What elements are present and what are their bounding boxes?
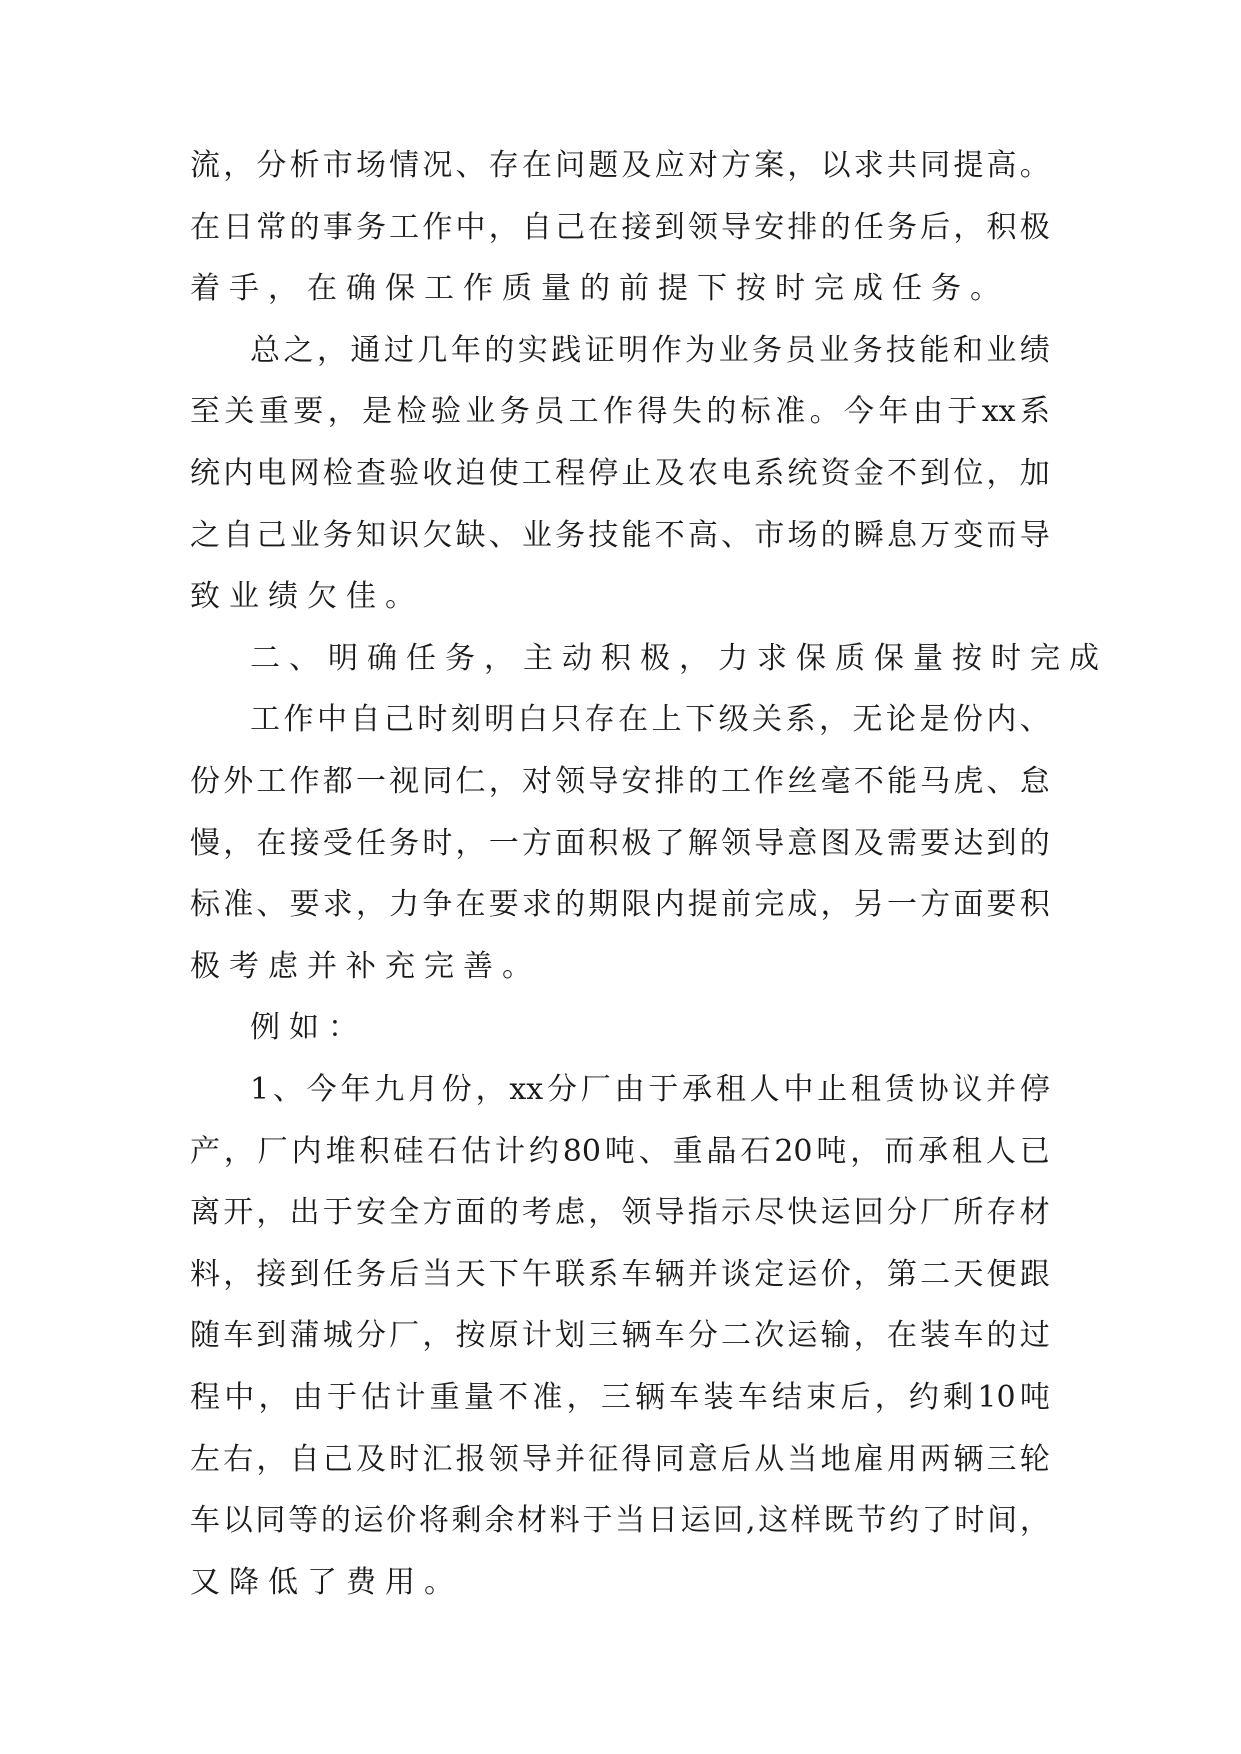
text-line: 料 ， 接 到 任 务 后 当 天 下 午 联 系 车 辆 并 谈 定 运 价 ， 第 二 天 便 跟 (190, 1256, 1050, 1292)
text-line: 又降低了费用。 (190, 1564, 463, 1600)
text-line: 极考虑并补充完善。 (190, 948, 541, 984)
text-line: 总 之 ， 通 过 几 年 的 实 践 证 明 作 为 业 务 员 业 务 技 能 和 业 绩 (250, 332, 1050, 368)
text-line: 程 中 ， 由 于 估 计 重 量 不 准 ， 三 辆 车 装 车 结 束 后 ， 约 剩 10 吨 (190, 1380, 1050, 1415)
text-line: 标 准 、 要 求 ， 力 争 在 要 求 的 期 限 内 提 前 完 成 ， 另 一 方 面 要 积 (190, 887, 1050, 923)
text-line: 随 车 到 蒲 城 分 厂 ， 按 原 计 划 三 辆 车 分 二 次 运 输 ， 在 装 车 的 过 (190, 1318, 1050, 1354)
text-line: 例如： (250, 1010, 367, 1046)
text-line: 着手，在确保工作质量的前提下按时完成任务。 (190, 271, 1009, 307)
text-line: 1 、 今 年 九 月 份 ， xx 分 厂 由 于 承 租 人 中 止 租 赁 协 议 并 停 (250, 1072, 1050, 1107)
text-line: 工 作 中 自 己 时 刻 明 白 只 存 在 上 下 级 关 系 ， 无 论 是 份 内 、 (250, 702, 1050, 738)
text-line: 慢 ， 在 接 受 任 务 时 ， 一 方 面 积 极 了 解 领 导 意 图 及 需 要 达 到 的 (190, 825, 1050, 861)
text-line: 左 右 ， 自 己 及 时 汇 报 领 导 并 征 得 同 意 后 从 当 地 雇 用 两 辆 三 轮 (190, 1441, 1050, 1477)
text-line: 车 以 同 等 的 运 价 将 剩 余 材 料 于 当 日 运 回 , 这 样 既 节 约 了 时 间 ， (190, 1503, 1050, 1539)
text-line: 统 内 电 网 检 查 验 收 迫 使 工 程 停 止 及 农 电 系 统 资 金 不 到 位 ， 加 (190, 456, 1050, 491)
text-line: 在 日 常 的 事 务 工 作 中 ， 自 己 在 接 到 领 导 安 排 的 任 务 后 ， 积 极 (190, 209, 1050, 245)
text-line: 至 关 重 要 ， 是 检 验 业 务 员 工 作 得 失 的 标 准 。 今 年 由 于 xx 系 (190, 394, 1050, 430)
text-line: 份 外 工 作 都 一 视 同 仁 ， 对 领 导 安 排 的 工 作 丝 毫 不 能 马 虎 、 怠 (190, 764, 1050, 799)
text-line: 离 开 ， 出 于 安 全 方 面 的 考 虑 ， 领 导 指 示 尽 快 运 回 分 厂 所 存 材 (190, 1195, 1050, 1231)
text-line: 产 ， 厂 内 堆 积 硅 石 估 计 约 80 吨 、 重 晶 石 20 吨 ， 而 承 租 人 已 (190, 1133, 1050, 1169)
text-line: 之 自 己 业 务 知 识 欠 缺 、 业 务 技 能 不 高 、 市 场 的 瞬 息 万 变 而 导 (190, 517, 1050, 553)
text-line: 致业绩欠佳。 (190, 579, 424, 615)
text-line: 流 ， 分 析 市 场 情 况 、 存 在 问 题 及 应 对 方 案 ， 以 求 共 同 提 高 。 (190, 148, 1050, 183)
text-line: 二、明确任务，主动积极，力求保质保量按时完成 (250, 640, 1108, 676)
